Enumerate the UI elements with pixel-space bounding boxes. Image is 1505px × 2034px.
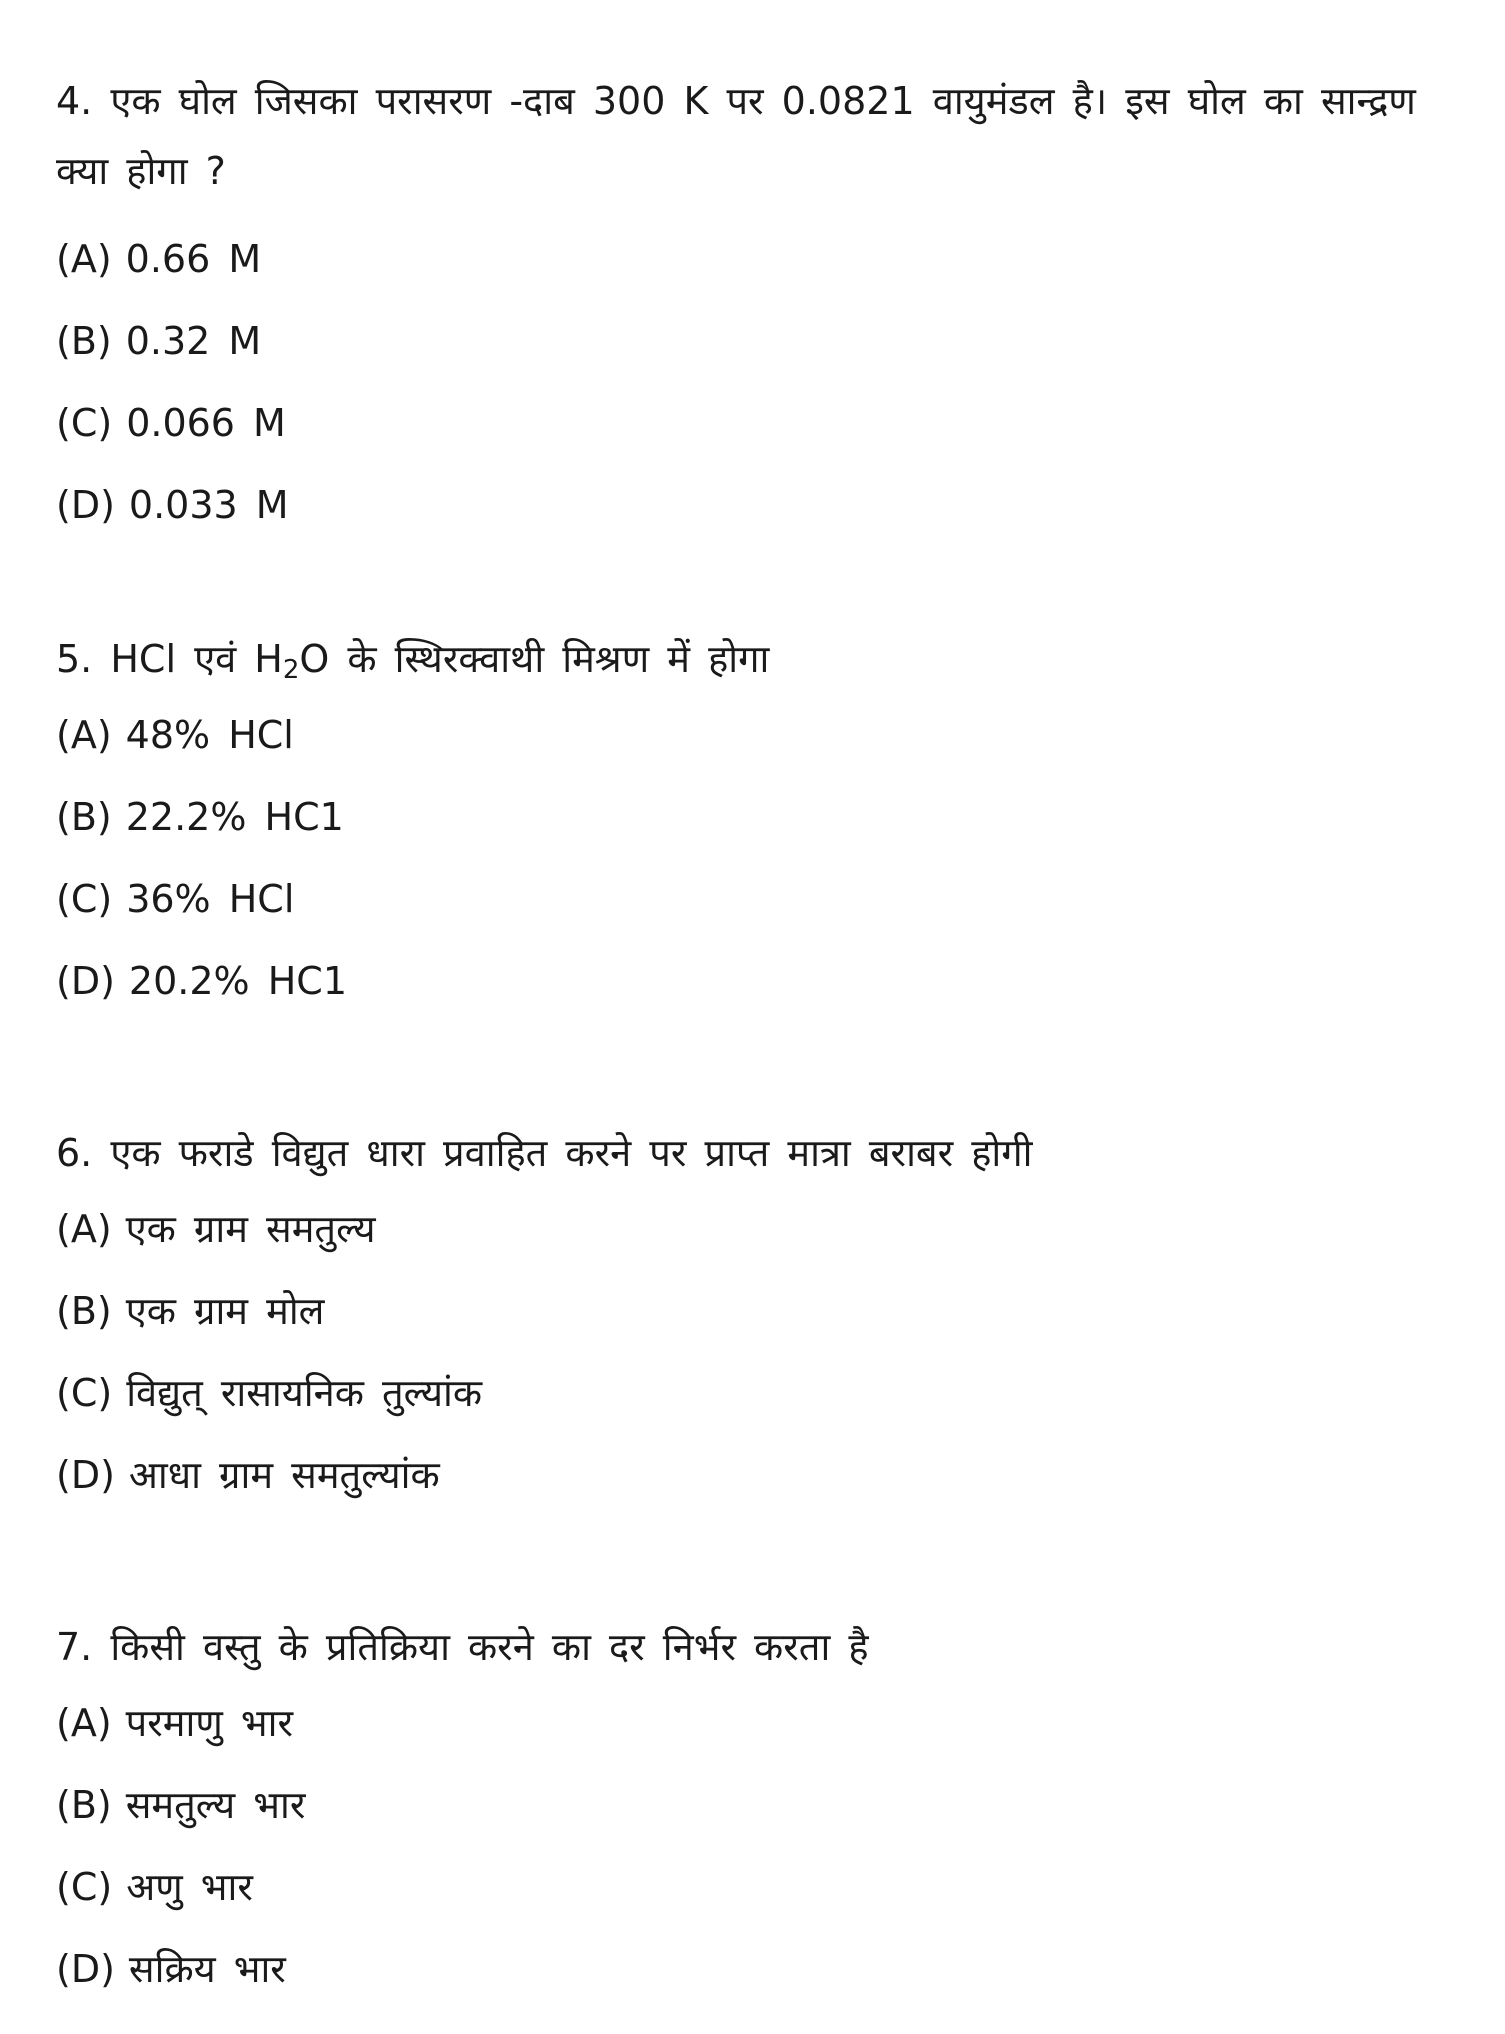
option-label: (A) (56, 237, 112, 281)
option-text: 22.2% HC1 (125, 795, 344, 839)
question-6-option-c (56, 1352, 1456, 1434)
question-5-text-subscript: 2 (282, 655, 300, 685)
option-label: (D) (56, 483, 115, 527)
question-7-option-a (56, 1682, 1456, 1764)
option-label: (A) (56, 713, 112, 757)
option-text: 0.033 M (128, 483, 289, 527)
question-4-option-d (56, 464, 1456, 546)
question-6-option-a (56, 1188, 1456, 1270)
question-4-option-c (56, 382, 1456, 464)
option-label: (C) (56, 1371, 113, 1415)
question-4-text: 4. एक घोल जिसका परासरण -दाब 300 K पर 0.0821 वायुमंडल है। इस घोल का सान्द्रण क्या होगा ? (56, 79, 1416, 193)
question-5-text-before: 5. HCl एवं H (56, 637, 283, 681)
option-text: 48% HCl (125, 713, 294, 757)
option-text: 20.2% HC1 (128, 959, 348, 1003)
question-5-text-after: O के स्थिरक्वाथी मिश्रण में होगा (299, 637, 770, 681)
question-7-option-b (56, 1764, 1456, 1846)
question-6-option-d (56, 1434, 1456, 1516)
question-5-option-d (56, 940, 1456, 1022)
question-5-text (56, 624, 1456, 694)
question-7 (56, 1612, 1456, 2010)
question-4-option-a (56, 218, 1456, 300)
option-text: सक्रिय भार (128, 1947, 286, 1991)
question-5-option-c (56, 858, 1456, 940)
question-4 (56, 66, 1456, 546)
option-label: (D) (56, 1947, 115, 1991)
option-text: परमाणु भार (125, 1701, 293, 1745)
option-label: (B) (56, 795, 112, 839)
option-label: (B) (56, 1783, 112, 1827)
question-7-text: 7. किसी वस्तु के प्रतिक्रिया करने का दर निर्भर करता है (56, 1625, 869, 1669)
question-4-option-b (56, 300, 1456, 382)
option-text: एक ग्राम मोल (125, 1289, 325, 1333)
option-label: (B) (56, 319, 112, 363)
question-7-option-c (56, 1846, 1456, 1928)
question-6-option-b (56, 1270, 1456, 1352)
question-5 (56, 624, 1456, 1022)
option-label: (A) (56, 1701, 112, 1745)
option-text: 0.66 M (125, 237, 262, 281)
option-text: 0.32 M (125, 319, 262, 363)
option-label: (D) (56, 959, 115, 1003)
option-text: अणु भार (126, 1865, 253, 1909)
question-6-text: 6. एक फराडे विद्युत धारा प्रवाहित करने पर प्राप्त मात्रा बराबर होगी (56, 1131, 1033, 1175)
question-5-option-b (56, 776, 1456, 858)
question-5-option-a (56, 694, 1456, 776)
question-7-option-d (56, 1928, 1456, 2010)
option-label: (B) (56, 1289, 112, 1333)
option-label: (D) (56, 1453, 115, 1497)
question-6 (56, 1118, 1456, 1516)
option-text: आधा ग्राम समतुल्यांक (128, 1453, 440, 1497)
option-label: (A) (56, 1207, 112, 1251)
option-label: (C) (56, 877, 113, 921)
option-text: 0.066 M (126, 401, 286, 445)
option-text: एक ग्राम समतुल्य (125, 1207, 376, 1251)
option-label: (C) (56, 401, 113, 445)
option-text: समतुल्य भार (125, 1783, 306, 1827)
option-label: (C) (56, 1865, 113, 1909)
option-text: विद्युत् रासायनिक तुल्यांक (126, 1371, 483, 1415)
option-text: 36% HCl (126, 877, 295, 921)
